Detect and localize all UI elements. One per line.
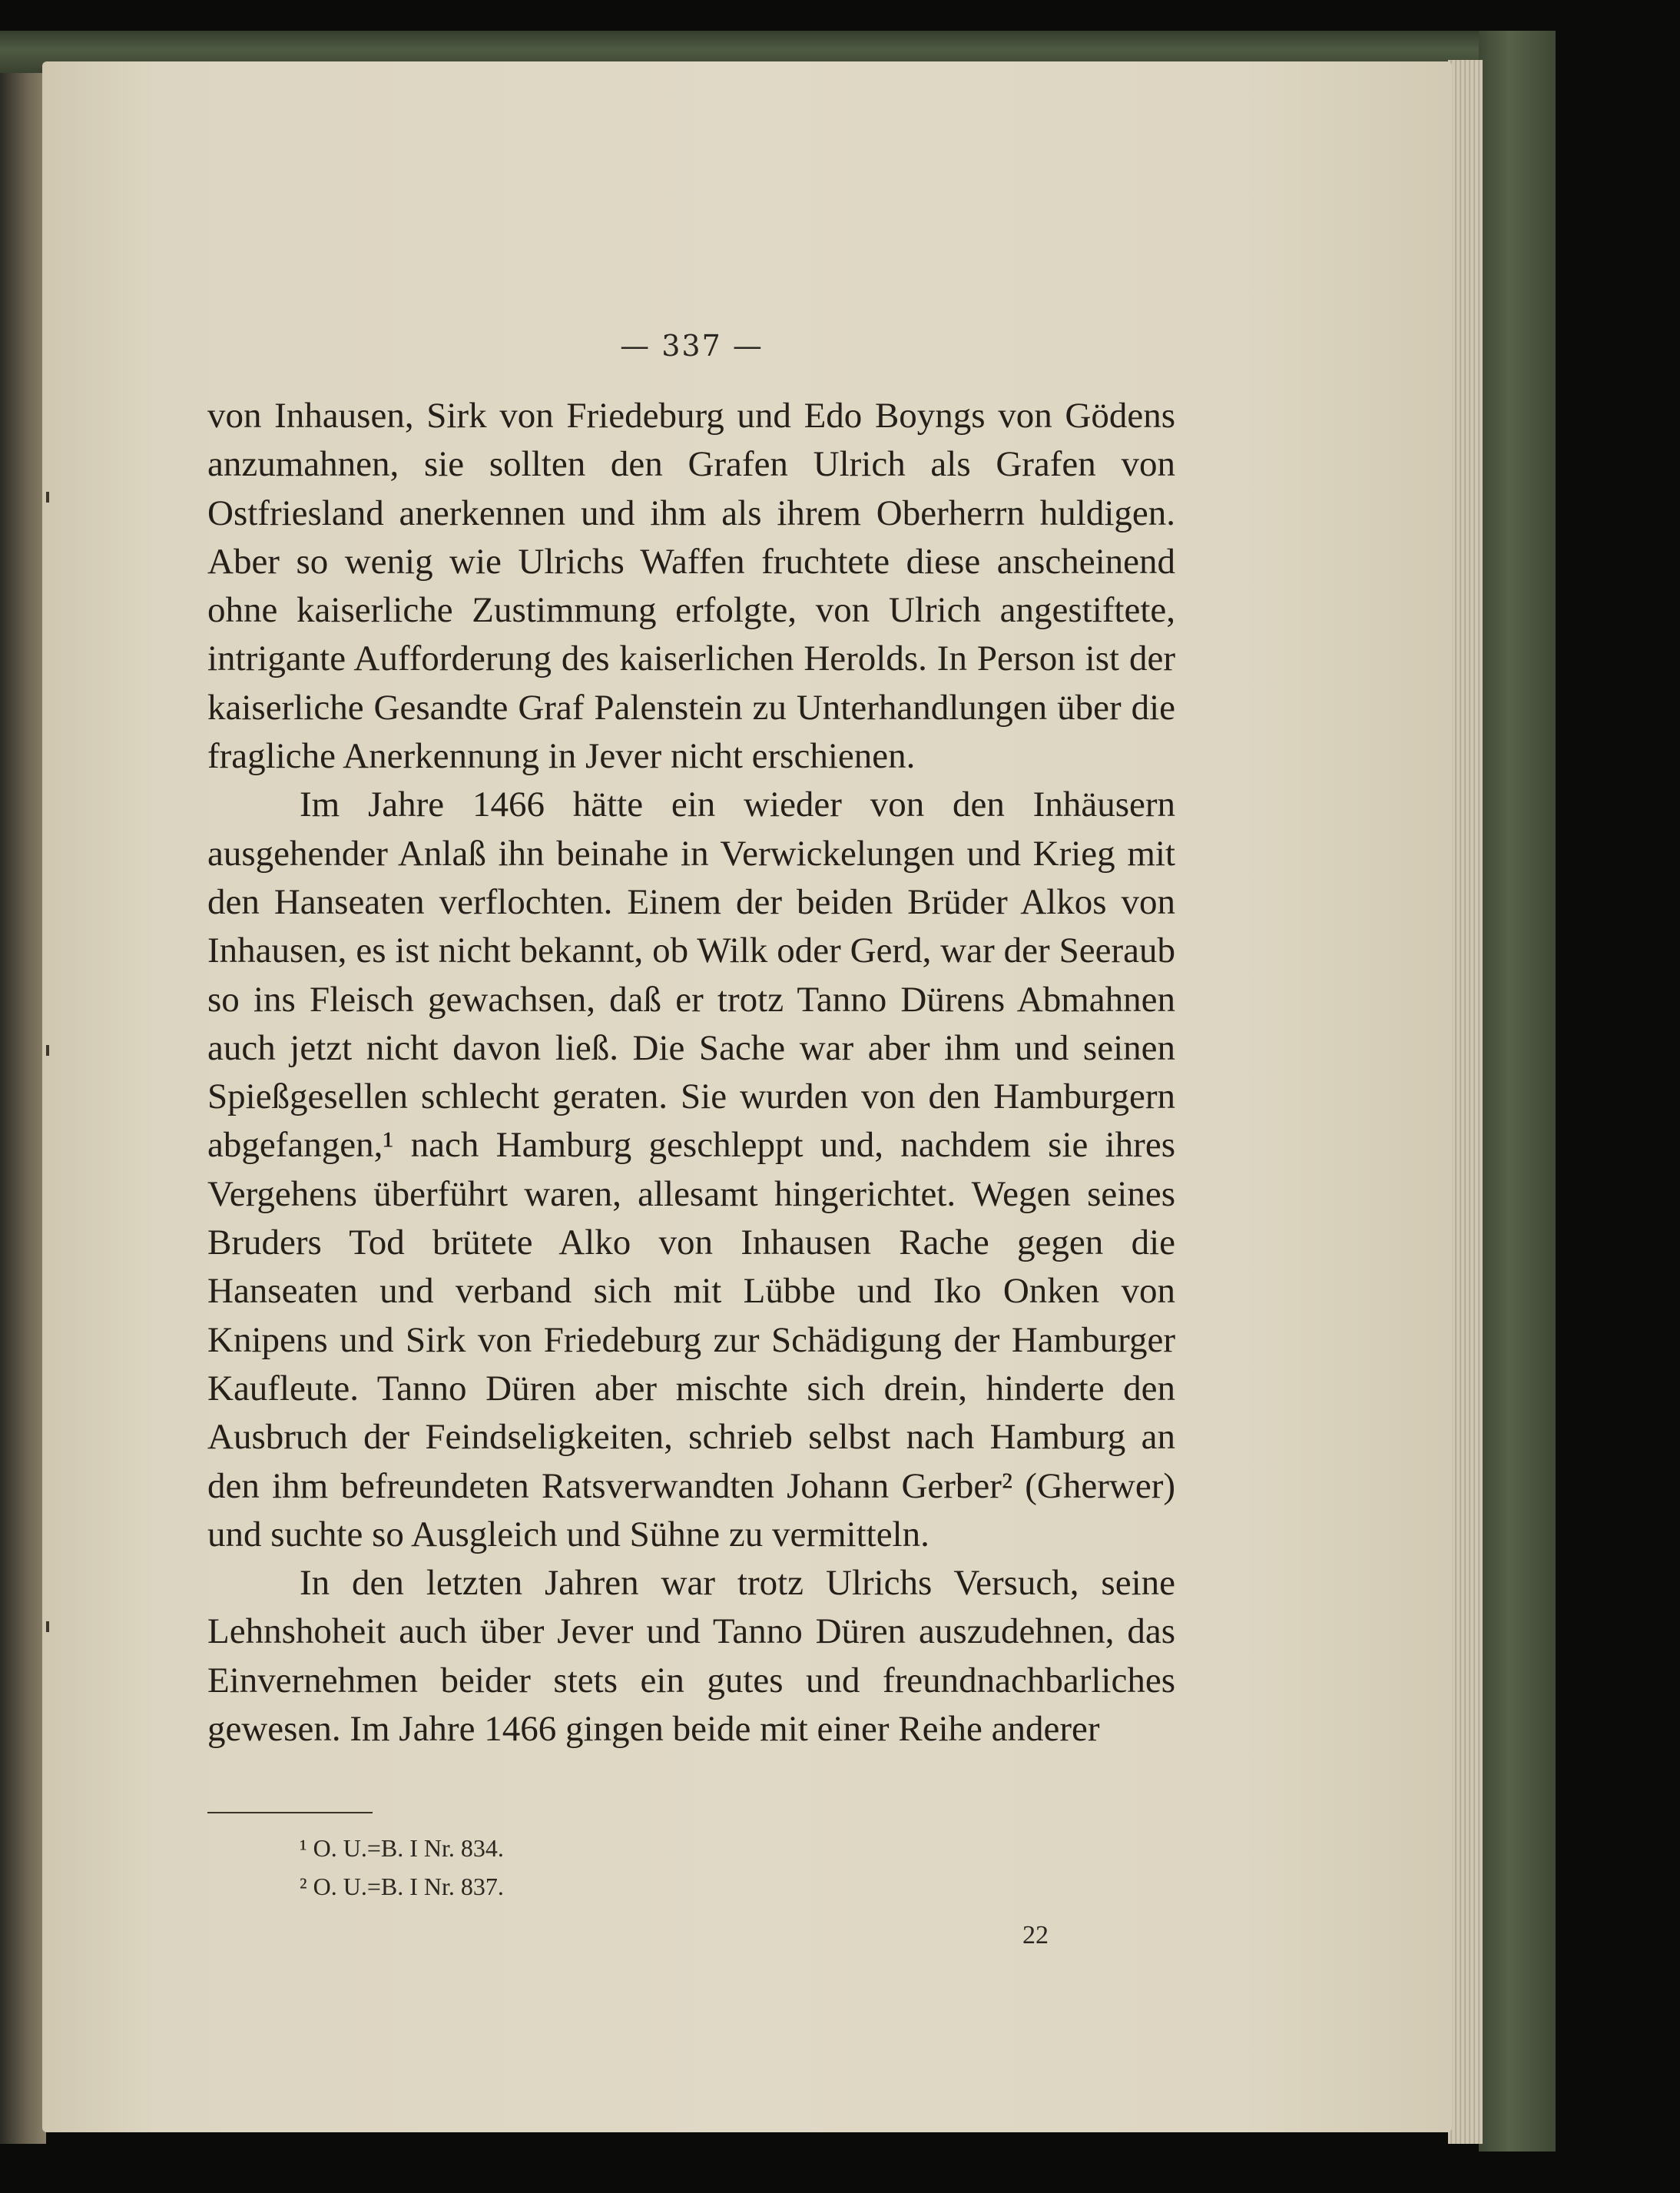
margin-mark <box>46 1621 49 1632</box>
paragraph: Im Jahre 1466 hätte ein wieder von den Inhäusern ausgehender Anlaß ihn beinahe in Verwickelungen und Krieg mit den Hanseaten verflochten. Einem der beiden Brüder Alkos von Inhausen, es ist nicht bekannt, ob Wilk oder Gerd, war der Seeraub so ins Fleisch gewachsen, daß er trotz Tanno Dürens Abmahnen auch jetzt nicht davon ließ. Die Sache war aber ihm und seinen Spießgesellen schlecht geraten. Sie wurden von den Hamburgern abgefangen,¹ nach Hamburg geschleppt und, nachdem sie ihres Vergehens überführt waren, allesamt hingerichtet. Wegen seines Bruders Tod brütete Alko von Inhausen Rache gegen die Hanseaten und verband sich mit Lübbe und Iko Onken von Knipens und Sirk von Friedeburg zur Schädigung der Hamburger Kaufleute. Tanno Düren aber mischte sich drein, hinderte den Ausbruch der Feindseligkeiten, schrieb selbst nach Hamburg an den ihm befreundeten Ratsverwandten Johann Gerber² (Gherwer) und suchte so Ausgleich und Sühne zu vermitteln. <box>207 785 1175 1554</box>
page-edges <box>1448 60 1483 2144</box>
book-cover-right <box>1479 31 1556 2152</box>
paragraph: von Inhausen, Sirk von Friedeburg und Edo Boyngs von Gödens anzumahnen, sie sollten den Grafen Ulrich als Grafen von Ostfriesland anerkennen und ihm als ihrem Oberherrn huldigen. Aber so wenig wie Ulrichs Waffen fruchtete diese anscheinend ohne kaiserliche Zustimmung erfolgte, von Ulrich angestiftete, intrigante Aufforderung des kaiserlichen Herolds. In Person ist der kaiserliche Gesandte Graf Palenstein zu Unterhandlungen über die fragliche Anerkennung in Jever nicht erschienen. <box>207 396 1175 777</box>
footnote-2: ² O. U.=B. I Nr. 837. <box>300 1873 504 1900</box>
footnote-1: ¹ O. U.=B. I Nr. 834. <box>300 1834 504 1862</box>
book-page <box>42 61 1452 2132</box>
footnote-rule <box>207 1812 373 1813</box>
footnotes <box>300 1829 991 1906</box>
body-text <box>207 392 1175 1753</box>
paragraph: In den letzten Jahren war trotz Ulrichs Versuch, seine Lehnshoheit auch über Jever und Tanno Düren auszudehnen, das Einvernehmen beider stets ein gutes und freundnachbarliches gewesen. Im Jahre 1466 gingen beide mit einer Reihe anderer <box>207 1563 1175 1750</box>
signature-mark: 22 <box>1022 1921 1049 1949</box>
book-spine-shadow <box>0 54 46 2144</box>
margin-mark <box>46 492 49 503</box>
page-number: — 337 — <box>620 329 764 363</box>
margin-mark <box>46 1045 49 1056</box>
